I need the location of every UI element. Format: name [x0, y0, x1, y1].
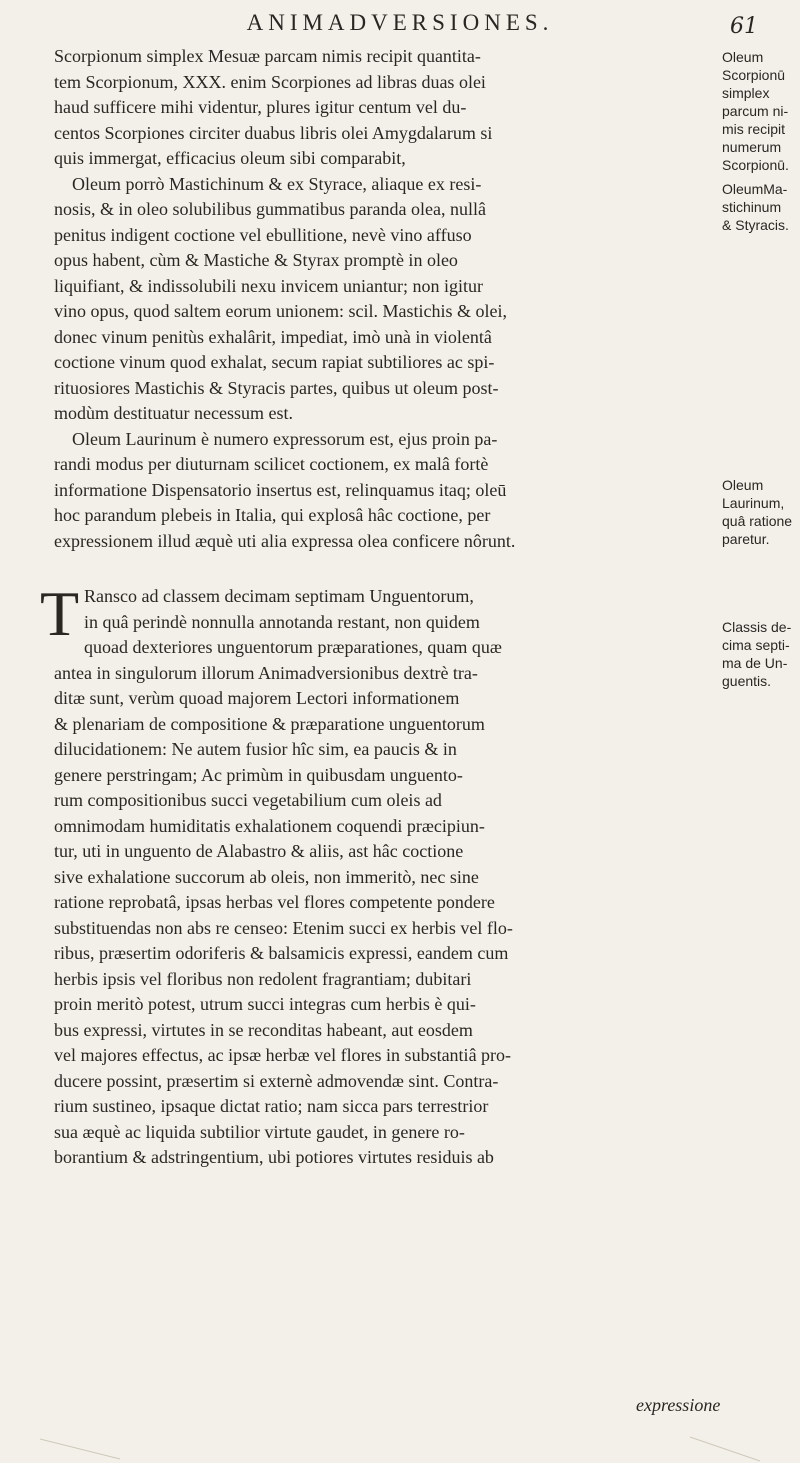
text-line: opus habent, cùm & Mastiche & Styrax promptè in oleo — [54, 250, 458, 270]
margin-note-mastic-oil — [722, 180, 800, 234]
margin-note-line: OleumMa- — [722, 181, 788, 197]
text-line: ducere possint, præsertim si externè admovendæ sint. Contra- — [54, 1070, 499, 1091]
margin-note-line: ma de Un- — [722, 655, 788, 671]
text-line: tur, uti in unguento de Alabastro & aliis, ast hâc coctione — [54, 841, 464, 861]
paragraph-laurel-oil — [54, 427, 718, 555]
margin-note-scorpion-oil — [722, 48, 800, 174]
text-line: hoc parandum plebeis in Italia, qui explosâ hâc coctione, per — [54, 505, 491, 525]
text-line: Ransco ad classem decimam septimam Unguentorum, — [84, 586, 474, 606]
text-line: herbis ipsis vel floribus non redolent fragrantiam; dubitari — [54, 968, 472, 989]
margin-note-line: & Styracis. — [722, 217, 789, 233]
text-line: liquifiant, & indissolubili nexu invicem uniantur; non igitur — [54, 275, 483, 296]
text-line: & plenariam de compositione & præparatione unguentorum — [54, 713, 485, 734]
text-line: expressionem illud æquè uti alia expressa olea conficere nôrunt. — [54, 530, 516, 551]
margin-note-line: Scorpionū. — [722, 157, 789, 173]
margin-note-line: mis recipit — [722, 121, 786, 137]
text-line: rum compositionibus succi vegetabilium cum oleis ad — [54, 790, 442, 810]
main-text-column — [40, 44, 718, 1171]
text-line: proin meritò potest, utrum succi integras cum herbis è qui- — [54, 994, 476, 1014]
text-line: quis immergat, efficacius oleum sibi comparabit, — [54, 148, 406, 168]
text-line: centos Scorpiones circiter duabus libris olei Amygdalarum si — [54, 122, 493, 143]
drop-cap: T — [40, 578, 80, 649]
text-line: genere perstringam; Ac primùm in quibusdam unguento- — [54, 764, 463, 785]
text-line: in quâ perindè nonnulla annotanda restant, non quidem — [84, 611, 480, 632]
margin-note-line: stichinum — [722, 199, 782, 215]
text-line: haud sufficere mihi videntur, plures igitur centum vel du- — [54, 97, 467, 117]
margin-note-line: Oleum — [722, 49, 764, 65]
margin-note-line: quâ ratione — [722, 513, 793, 529]
text-line: nosis, & in oleo solubilibus gummatibus paranda olea, nullâ — [54, 199, 486, 219]
paragraph-scorpion-oil — [54, 44, 718, 427]
margin-note-line: guentis. — [722, 673, 772, 689]
text-line: coctione vinum quod exhalat, secum rapiat subtiliores ac spi- — [54, 352, 495, 372]
text-line: substituendas non abs re censeo: Etenim succi ex herbis vel flo- — [54, 917, 513, 938]
text-line: tem Scorpionum, XXX. enim Scorpiones ad libras duas olei — [54, 71, 486, 92]
text-line: vel majores effectus, ac ipsæ herbæ vel flores in substantiâ pro- — [54, 1045, 512, 1065]
text-line: randi modus per diuturnam scilicet coctionem, ex malâ fortè — [54, 454, 489, 474]
text-line: borantium & adstringentium, ubi potiores virtutes residuis ab — [54, 1147, 494, 1167]
margin-note-line: parcum ni- — [722, 103, 789, 119]
margin-note-line: numerum — [722, 139, 782, 155]
margin-note-line: paretur. — [722, 531, 770, 547]
margin-note-line: simplex — [722, 85, 770, 101]
text-line: bus expressi, virtutes in se reconditas habeant, aut eosdem — [54, 1019, 473, 1040]
text-line: rium sustineo, ipsaque dictat ratio; nam sicca pars terrestrior — [54, 1096, 489, 1116]
text-line: Oleum porrò Mastichinum & ex Styrace, aliaque ex resi- — [72, 173, 482, 194]
text-line: informatione Dispensatorio insertus est, relinquamus itaq; oleū — [54, 479, 507, 500]
text-line: donec vinum penitùs exhalârit, impediat, imò unà in violentâ — [54, 326, 492, 347]
text-line: antea in singulorum illorum Animadversionibus dextrè tra- — [54, 662, 478, 683]
text-line: dilucidationem: Ne autem fusior hîc sim, ea paucis & in — [54, 739, 457, 759]
paragraph-ointments — [40, 578, 718, 1171]
text-line: ribus, præsertim odoriferis & balsamicis expressi, eandem cum — [54, 943, 509, 963]
text-line: ratione reprobatâ, ipsas herbas vel flores competente pondere — [54, 892, 495, 912]
running-head: ANIMADVERSIONES. — [246, 10, 554, 35]
margin-note-ointments — [722, 618, 800, 690]
text-line: Scorpionum simplex Mesuæ parcam nimis recipit quantita- — [54, 46, 481, 66]
text-line: rituosiores Mastichis & Styracis partes, quibus ut oleum post- — [54, 377, 499, 398]
text-line: sua æquè ac liquida subtilior virtute gaudet, in genere ro- — [54, 1121, 465, 1142]
paper-crease-decoration — [0, 1435, 800, 1463]
text-line: vino opus, quod saltem eorum unionem: scil. Mastichis & olei, — [54, 301, 507, 321]
margin-note-line: Oleum — [722, 477, 764, 493]
text-line: modùm destituatur necessum est. — [54, 403, 293, 423]
margin-note-laurel-oil — [722, 476, 800, 548]
text-line: penitus indigent coctione vel ebullitione, nevè vino affuso — [54, 224, 472, 245]
margin-note-line: Classis de- — [722, 619, 792, 635]
text-line: quoad dexteriores unguentorum præparationes, quam quæ — [84, 637, 502, 657]
catchword: expressione — [636, 1395, 721, 1415]
text-line: Oleum Laurinum è numero expressorum est, ejus proin pa- — [72, 428, 498, 449]
page-number: 61 — [730, 14, 758, 39]
text-line: omnimodam humiditatis exhalationem coquendi præcipiun- — [54, 815, 485, 836]
text-line: ditæ sunt, verùm quoad majorem Lectori informationem — [54, 688, 460, 708]
margin-note-line: cima septi- — [722, 637, 790, 653]
margin-note-line: Laurinum, — [722, 495, 785, 511]
margin-note-line: Scorpionū — [722, 67, 786, 83]
text-line: sive exhalatione succorum ab oleis, non immeritò, nec sine — [54, 866, 479, 887]
